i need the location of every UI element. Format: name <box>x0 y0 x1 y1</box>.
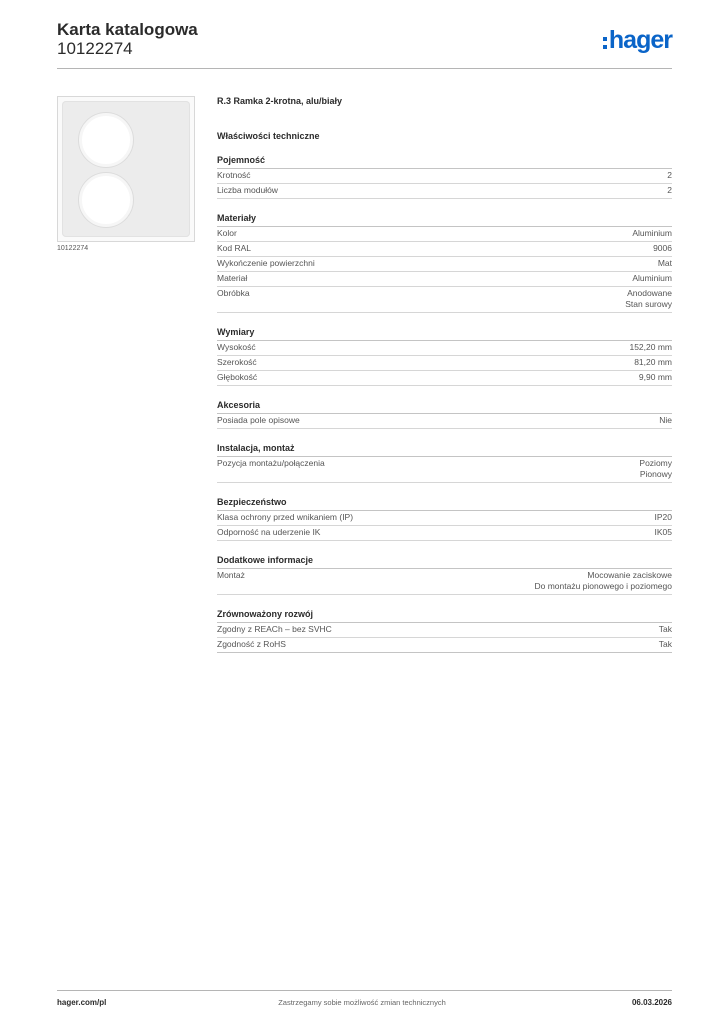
spec-label: Głębokość <box>217 372 258 382</box>
spec-row <box>217 257 672 272</box>
spec-value <box>659 639 672 650</box>
spec-row <box>217 638 672 653</box>
spec-value-line: Nie <box>659 415 672 425</box>
spec-row <box>217 169 672 184</box>
spec-label: Pozycja montażu/połączenia <box>217 458 325 468</box>
section-title: Akcesoria <box>217 400 672 414</box>
section-title: Pojemność <box>217 155 672 169</box>
spec-value-line: Mocowanie zaciskowe <box>587 570 672 580</box>
spec-value <box>632 228 672 239</box>
spec-label: Montaż <box>217 570 245 580</box>
spec-row <box>217 356 672 371</box>
spec-value <box>659 415 672 426</box>
spec-section <box>217 555 672 595</box>
properties-title: Właściwości techniczne <box>217 131 320 141</box>
spec-label: Obróbka <box>217 288 250 298</box>
section-title: Bezpieczeństwo <box>217 497 672 511</box>
spec-section <box>217 400 672 429</box>
spec-label: Materiał <box>217 273 248 283</box>
footer-divider <box>57 990 672 991</box>
image-caption: 10122274 <box>57 245 89 252</box>
spec-value-line: 9006 <box>653 243 672 253</box>
spec-label: Krotność <box>217 170 251 180</box>
spec-value <box>659 624 672 635</box>
spec-section <box>217 497 672 541</box>
spec-row <box>217 623 672 638</box>
spec-row <box>217 272 672 287</box>
spec-label: Liczba modułów <box>217 185 278 195</box>
spec-value-line: Do montażu pionowego i poziomego <box>534 581 672 591</box>
spec-value-line: 2 <box>667 170 672 180</box>
spec-value <box>632 273 672 284</box>
spec-value-line: 9,90 mm <box>638 372 672 382</box>
spec-value-line: Anodowane <box>627 288 672 298</box>
logo-dots-icon <box>603 37 607 49</box>
spec-value-line: Pionowy <box>639 469 672 479</box>
spec-section <box>217 609 672 653</box>
spec-value <box>534 570 672 592</box>
spec-value <box>655 527 673 538</box>
section-title: Materiały <box>217 213 672 227</box>
spec-label: Zgodność z RoHS <box>217 639 286 649</box>
logo-text: hager <box>608 26 672 54</box>
spec-value <box>658 258 672 269</box>
spec-value-line: Mat <box>657 258 672 268</box>
spec-value <box>667 185 672 196</box>
spec-section <box>217 327 672 386</box>
spec-value-line: Stan surowy <box>625 299 672 309</box>
footer-date: 06.03.2026 <box>631 998 672 1007</box>
spec-label: Wykończenie powierzchni <box>217 258 315 268</box>
frame-plate <box>62 101 190 237</box>
product-name: R.3 Ramka 2-krotna, alu/biały <box>217 96 343 106</box>
spec-label: Szerokość <box>217 357 257 367</box>
spec-section <box>217 155 672 199</box>
spec-label: Posiada pole opisowe <box>217 415 300 425</box>
spec-value <box>667 170 672 181</box>
spec-label: Kod RAL <box>217 243 252 253</box>
spec-row <box>217 227 672 242</box>
spec-value-line: 81,20 mm <box>634 357 672 367</box>
spec-value-line: Aluminium <box>632 228 672 238</box>
spec-value-line: Poziomy <box>639 458 672 468</box>
spec-value <box>655 512 673 523</box>
document-title: Karta katalogowa <box>57 20 198 39</box>
spec-row <box>217 511 672 526</box>
spec-value-line: IK05 <box>654 527 672 537</box>
spec-value-line: 152,20 mm <box>629 342 672 352</box>
spec-value <box>634 357 672 368</box>
frame-2-gang-image <box>57 96 195 242</box>
header-divider <box>57 68 672 69</box>
section-title: Wymiary <box>217 327 672 341</box>
spec-value-line: 2 <box>667 185 672 195</box>
section-title: Dodatkowe informacje <box>217 555 672 569</box>
section-title: Zrównoważony rozwój <box>217 609 672 623</box>
document-number: 10122274 <box>57 39 133 58</box>
spec-row <box>217 341 672 356</box>
page-header <box>57 20 672 68</box>
spec-label: Odporność na uderzenie IK <box>217 527 321 537</box>
spec-row <box>217 526 672 541</box>
spec-value <box>625 288 672 310</box>
frame-opening <box>79 173 133 227</box>
spec-label: Klasa ochrony przed wnikaniem (IP) <box>217 512 354 522</box>
spec-section <box>217 443 672 483</box>
footer-notice: Zastrzegamy sobie możliwość zmian technicznych <box>278 998 446 1007</box>
spec-value-line: IP20 <box>654 512 672 522</box>
spec-value-line: Tak <box>658 624 672 634</box>
spec-row <box>217 242 672 257</box>
spec-row <box>217 457 672 483</box>
spec-value-line: Tak <box>658 639 672 649</box>
spec-label: Zgodny z REACh – bez SVHC <box>217 624 332 634</box>
spec-value <box>629 342 672 353</box>
footer-url: hager.com/pl <box>57 998 107 1007</box>
spec-row <box>217 371 672 386</box>
section-title: Instalacja, montaż <box>217 443 672 457</box>
hager-logo <box>603 28 672 53</box>
spec-value <box>639 372 672 383</box>
spec-row <box>217 287 672 313</box>
spec-row <box>217 569 672 595</box>
spec-content <box>217 96 672 653</box>
spec-value <box>653 243 672 254</box>
spec-label: Wysokość <box>217 342 256 352</box>
spec-value <box>639 458 672 480</box>
spec-row <box>217 414 672 429</box>
spec-section <box>217 213 672 313</box>
spec-value-line: Aluminium <box>632 273 672 283</box>
spec-label: Kolor <box>217 228 237 238</box>
frame-opening <box>79 113 133 167</box>
spec-row <box>217 184 672 199</box>
spec-sections <box>217 155 672 653</box>
